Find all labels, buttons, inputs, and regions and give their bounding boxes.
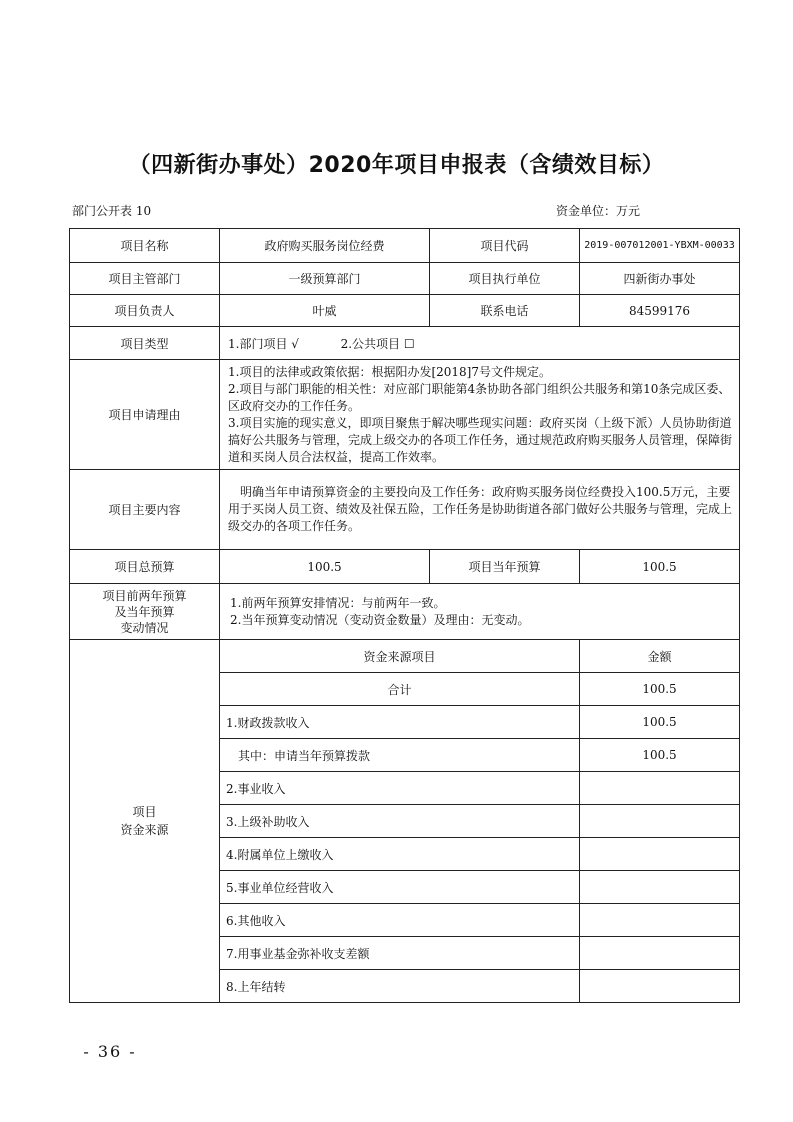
type-option-public: 2.公共项目 ☐ [340, 336, 415, 351]
funds-item-name: 6.其他收入 [220, 904, 580, 937]
page-title: （四新街办事处）2020年项目申报表（含绩效目标） [128, 153, 665, 178]
currency-unit: 资金单位：万元 [556, 204, 641, 218]
funds-item-name: 7.用事业基金弥补收支差额 [220, 937, 580, 970]
funds-amount-header: 金额 [580, 640, 740, 673]
change-label-line: 及当年预算 [114, 604, 175, 619]
type-option-department: 1.部门项目 √ [228, 336, 299, 351]
row-reason [70, 360, 740, 470]
project-application-table [69, 228, 740, 1003]
funds-item-amount [580, 805, 740, 838]
content-label: 项目主要内容 [70, 470, 220, 550]
total-budget-label: 项目总预算 [70, 550, 220, 584]
funds-item-amount [580, 838, 740, 871]
row-project-type [70, 327, 740, 360]
reason-line: 1.项目的法律或政策依据：根据阳办发[2018]7号文件规定。 [228, 364, 551, 379]
row-budget [70, 550, 740, 584]
funds-item-name: 合计 [220, 673, 580, 706]
funds-item-amount: 100.5 [580, 739, 740, 772]
table-number: 部门公开表 10 [72, 204, 152, 218]
year-budget-label: 项目当年预算 [430, 550, 580, 584]
funds-source-header: 资金来源项目 [220, 640, 580, 673]
change-line: 1.前两年预算安排情况：与前两年一致。 [230, 595, 446, 610]
funds-item-name: 5.事业单位经营收入 [220, 871, 580, 904]
funds-label-line: 项目 [132, 805, 157, 819]
person-value: 叶威 [220, 295, 430, 327]
reason-line: 3.项目实施的现实意义，即项目聚焦于解决哪些现实问题：政府买岗（上级下派）人员协助街道搞好公共服务与管理，完成上级交办的各项工作任务，通过规范政府购买服务人员管理，保障街道和买岗人员合法权益，提高工作效率。 [228, 415, 733, 464]
person-label: 项目负责人 [70, 295, 220, 327]
funds-item-name: 其中：申请当年预算拨款 [220, 739, 580, 772]
reason-line: 2.项目与部门职能的相关性：对应部门职能第4条协助各部门组织公共服务和第10条完成区委、区政府交办的工作任务。 [228, 381, 731, 413]
funds-item-amount: 100.5 [580, 673, 740, 706]
row-project-name [70, 229, 740, 263]
row-department [70, 263, 740, 295]
year-budget-value: 100.5 [580, 550, 740, 584]
type-label: 项目类型 [70, 327, 220, 360]
funds-label [70, 640, 220, 1003]
funds-item-amount [580, 772, 740, 805]
phone-label: 联系电话 [430, 295, 580, 327]
dept-label: 项目主管部门 [70, 263, 220, 295]
content-text: 明确当年申请预算资金的主要投向及工作任务：政府购买服务岗位经费投入100.5万元，主要用于买岗人员工资、绩效及社保五险，工作任务是协助街道各部门做好公共服务与管理，完成上级交办的各项工作任务。 [220, 470, 740, 550]
row-person [70, 295, 740, 327]
phone-value: 84599176 [580, 295, 740, 327]
change-line: 2.当年预算变动情况（变动资金数量）及理由：无变动。 [230, 612, 530, 627]
row-content [70, 470, 740, 550]
row-budget-change [70, 584, 740, 640]
total-budget-value: 100.5 [220, 550, 430, 584]
project-code-label: 项目代码 [430, 229, 580, 263]
funds-item-amount [580, 871, 740, 904]
funds-header-row [70, 640, 740, 673]
reason-text [220, 360, 740, 470]
funds-item-amount [580, 970, 740, 1003]
funds-item-name: 8.上年结转 [220, 970, 580, 1003]
dept-value: 一级预算部门 [220, 263, 430, 295]
project-code-value: 2019-007012001-YBXM-00033 [580, 229, 740, 263]
change-label [70, 584, 220, 640]
exec-unit-label: 项目执行单位 [430, 263, 580, 295]
type-options [220, 327, 740, 360]
exec-unit-value: 四新街办事处 [580, 263, 740, 295]
funds-item-name: 3.上级补助收入 [220, 805, 580, 838]
funds-item-amount [580, 937, 740, 970]
change-label-line: 变动情况 [120, 620, 169, 635]
funds-item-name: 2.事业收入 [220, 772, 580, 805]
project-name-value: 政府购买服务岗位经费 [220, 229, 430, 263]
funds-item-name: 4.附属单位上缴收入 [220, 838, 580, 871]
funds-item-amount: 100.5 [580, 706, 740, 739]
change-text [220, 584, 740, 640]
project-name-label: 项目名称 [70, 229, 220, 263]
funds-item-amount [580, 904, 740, 937]
change-label-line: 项目前两年预算 [102, 588, 187, 603]
reason-label: 项目申请理由 [70, 360, 220, 470]
funds-label-line: 资金来源 [120, 823, 169, 837]
page-number: - 36 - [83, 1042, 137, 1061]
funds-item-name: 1.财政拨款收入 [220, 706, 580, 739]
